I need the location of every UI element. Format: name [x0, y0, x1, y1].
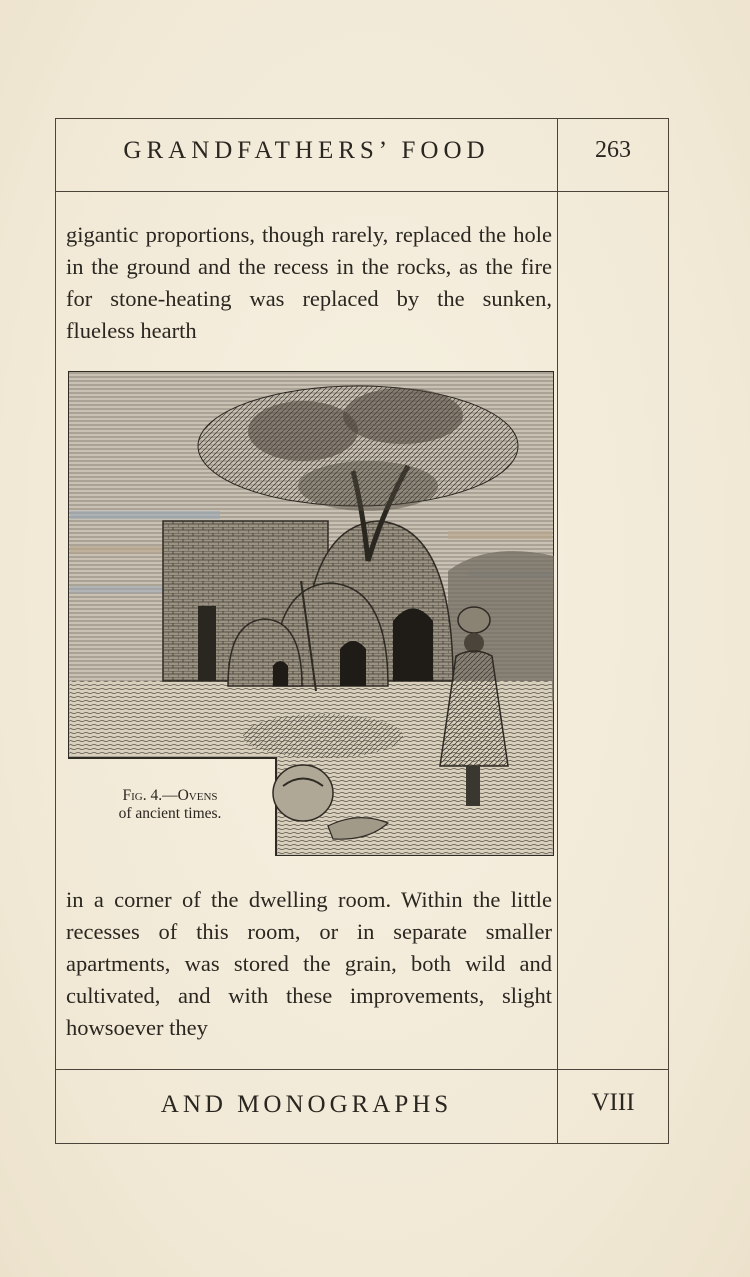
figure-caption	[70, 787, 270, 823]
volume-number: VIII	[591, 1089, 635, 1116]
caption-label: Fig. 4.—Ovens	[122, 787, 218, 804]
margin-rule	[557, 119, 558, 1143]
series-title: AND MONOGRAPHS	[160, 1091, 453, 1118]
body-paragraph-top: gigantic proportions, though rarely, replaced the hole in the ground and the recess in the rocks, as the fire for stone-heating was replaced by the sunken, flueless hearth	[66, 222, 552, 343]
page-number: 263	[595, 137, 631, 163]
body-paragraph-bottom: in a corner of the dwelling room. Within the little recesses of this room, or in separate smaller apartments, was stored the grain, both wild and cultivated, and with these improvements, slight howsoever they	[66, 887, 552, 1040]
footer-rule	[56, 1069, 668, 1070]
running-head: GRANDFATHERS’ FOOD	[123, 137, 490, 164]
caption-text: of ancient times.	[118, 805, 222, 822]
ovens-illustration	[68, 371, 554, 856]
header-rule	[56, 191, 668, 192]
page-frame	[55, 118, 669, 1144]
